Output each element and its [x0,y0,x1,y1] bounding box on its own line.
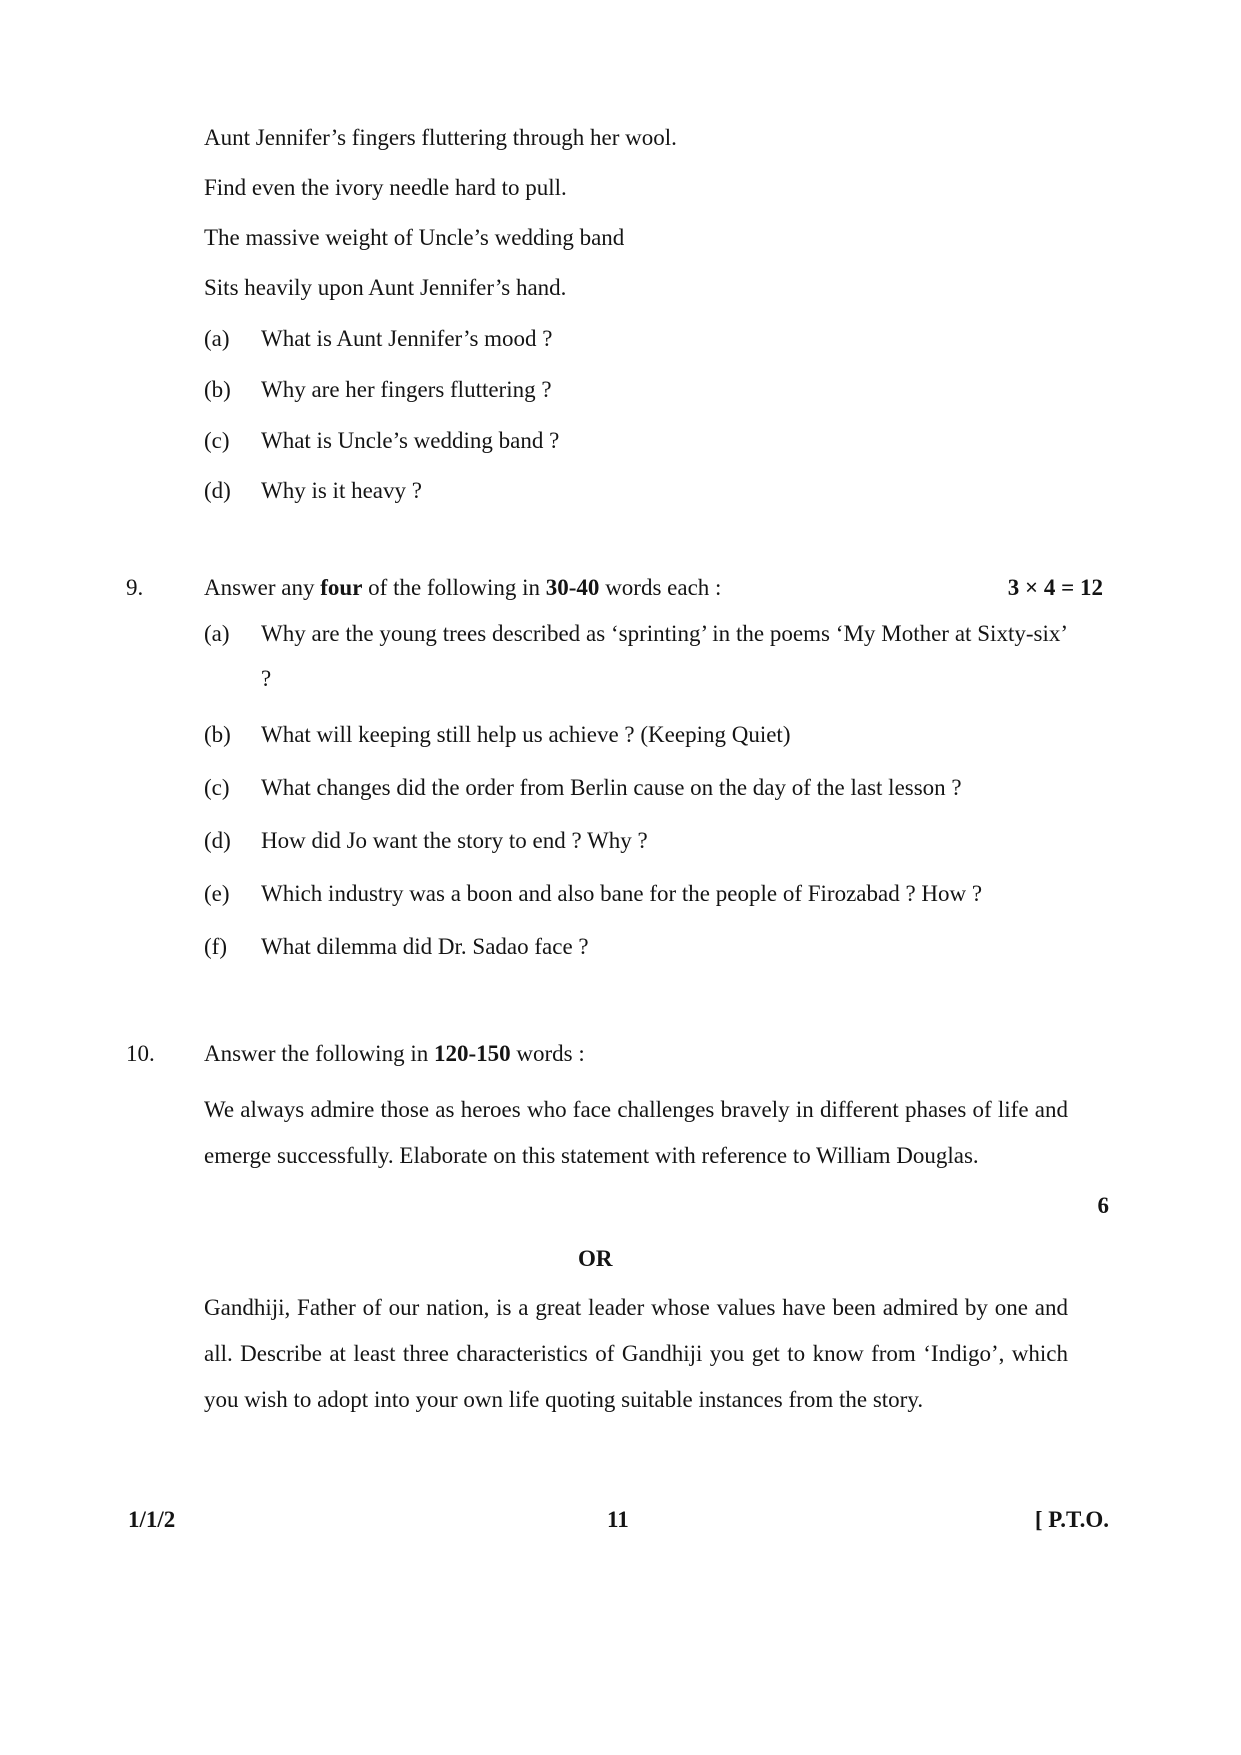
poem-question-label: (c) [204,428,230,453]
question-9-intro-text: of the following in [362,575,546,600]
question-9-item-label: (c) [204,775,230,800]
or-separator: OR [578,1246,613,1271]
poem-question-label: (d) [204,478,231,503]
question-9-intro-text: Answer any [204,575,321,600]
page-number: 11 [607,1507,629,1532]
question-9-item-label: (e) [204,881,230,906]
question-9-item-text: How did Jo want the story to end ? Why ? [261,828,648,853]
poem-question-text: Why are her fingers fluttering ? [261,377,552,402]
question-9-item-text: Which industry was a boon and also bane for the people of Firozabad ? How ? [261,881,983,906]
question-9-item-text: What dilemma did Dr. Sadao face ? [261,934,589,959]
poem-line-3: The massive weight of Uncle’s wedding band [204,225,625,250]
question-10-intro-text: Answer the following in [204,1041,434,1066]
question-10-marks: 6 [1097,1193,1109,1218]
poem-line-2: Find even the ivory needle hard to pull. [204,175,567,200]
question-10-intro [204,1040,585,1068]
question-10-option-2: Gandhiji, Father of our nation, is a great leader whose values have been admired by one and all. Describe at least three characteristics of Gandhiji you get to know from ‘Indigo’, which you wish to adopt into your own life quoting suitable instances from the story. [204,1295,1068,1412]
question-9-item-text: Why are the young trees described as ‘sprinting’ in the poems ‘My Mother at Sixty-six’ ? [261,621,1068,691]
question-9-marks: 3 × 4 = 12 [1007,575,1103,600]
question-9-count: four [320,575,363,600]
poem-line-4: Sits heavily upon Aunt Jennifer’s hand. [204,275,567,300]
question-9-intro-text: words each : [599,575,722,600]
poem-question-text: Why is it heavy ? [261,478,422,503]
pto-label: [ P.T.O. [1034,1507,1109,1532]
poem-question-label: (b) [204,377,231,402]
question-10-number: 10. [126,1041,155,1066]
poem-line-1: Aunt Jennifer’s fingers fluttering through her wool. [204,125,677,150]
question-10-word-limit: 120-150 [433,1041,511,1066]
paper-code: 1/1/2 [128,1507,176,1532]
question-9-item-label: (f) [204,934,227,959]
question-9-word-limit: 30-40 [545,575,600,600]
poem-question-text: What is Aunt Jennifer’s mood ? [261,326,553,351]
question-9-number: 9. [126,575,144,600]
question-9-item-text: What will keeping still help us achieve ? (Keeping Quiet) [261,722,791,747]
poem-question-text: What is Uncle’s wedding band ? [261,428,560,453]
question-10-option-1: We always admire those as heroes who face challenges bravely in different phases of life and emerge successfully. Elaborate on this statement with reference to William Douglas. [204,1097,1068,1168]
question-9-item-label: (a) [204,621,230,646]
question-10-intro-text: words : [510,1041,585,1066]
question-9-item-text: What changes did the order from Berlin cause on the day of the last lesson ? [261,775,962,800]
question-9-intro [204,574,721,602]
question-9-item-label: (d) [204,828,231,853]
poem-question-label: (a) [204,326,230,351]
question-9-item-label: (b) [204,722,231,747]
